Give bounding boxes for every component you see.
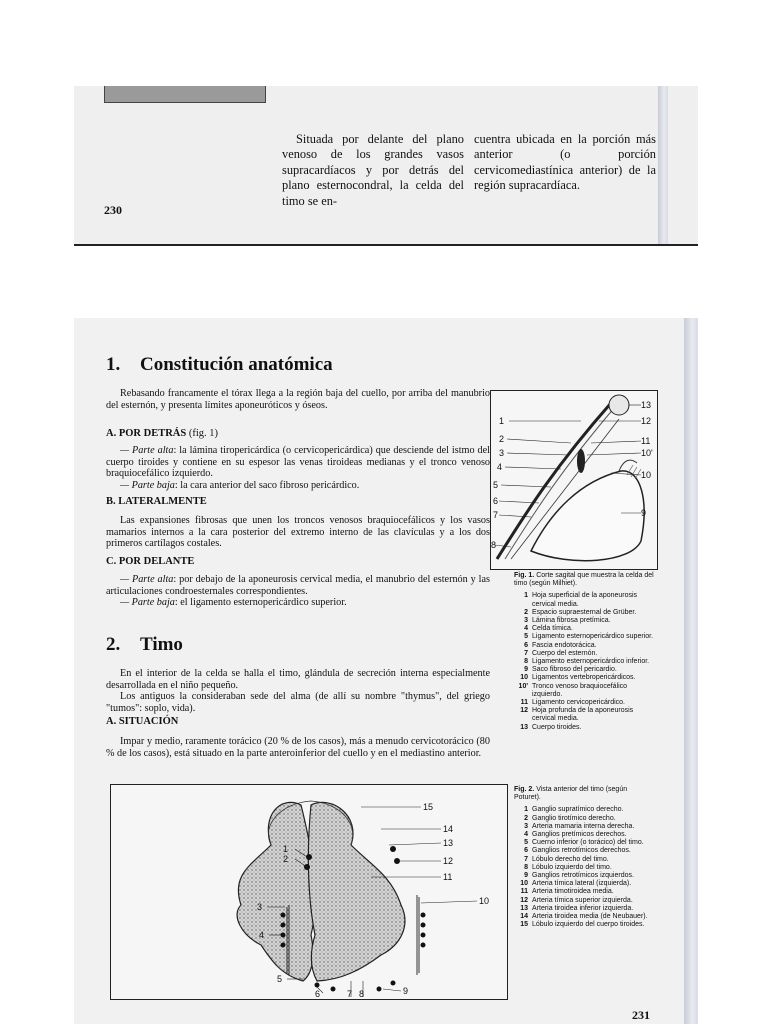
page-number: 230 [104, 203, 122, 217]
subheading-c: C. POR DELANTE [106, 556, 195, 567]
legend-text: Arteria tímica lateral (izquierda). [532, 880, 632, 888]
legend-text: Arteria tímica superior izquierda. [532, 896, 633, 904]
legend-text: Arteria mamaria interna derecha. [532, 822, 635, 830]
legend-item [514, 633, 654, 641]
subheading-text: A. POR DETRÁS [106, 428, 187, 439]
section1-a-text [106, 445, 490, 491]
fig-label: 2 [283, 854, 289, 864]
legend-text: Cuerpo tiroides. [532, 723, 582, 731]
legend-number: 10' [518, 682, 528, 690]
legend-item [514, 921, 654, 929]
legend-number: 6 [524, 847, 528, 855]
legend-item [514, 905, 654, 913]
legend-number: 13 [520, 904, 528, 912]
paragraph: cuentra ubicada en la porción más anterior (o porción cervicomediastínica anterior) de la región supracardíaca. [474, 132, 656, 193]
section-number: 1. [106, 354, 121, 375]
fig-label: 10' [641, 448, 653, 458]
page-gutter [684, 318, 698, 1024]
legend-number: 5 [524, 633, 528, 641]
legend-text: Ganglio supratímico derecho. [532, 806, 624, 814]
legend-item [514, 872, 654, 880]
legend-number: 3 [524, 822, 528, 830]
figure-ref: (fig. 1) [188, 428, 219, 439]
legend-item [514, 683, 654, 699]
legend-item [514, 806, 654, 814]
page-231 [74, 318, 698, 1024]
term-label: — Parte alta [120, 445, 174, 456]
legend-text: Ligamento esternopericárdico superior. [532, 633, 654, 641]
fig-label: 13 [443, 838, 454, 848]
caption-title: Fig. 2. [514, 786, 535, 793]
subheading-b: B. LATERALMENTE [106, 496, 207, 507]
legend-item [514, 650, 654, 658]
section1-c-text [106, 574, 490, 609]
legend-text: Celda tímica. [532, 625, 573, 633]
legend-item [514, 864, 654, 872]
term-text: : la cara anterior del saco fibroso pericárdico. [174, 479, 360, 491]
section1-b-text [106, 515, 490, 550]
figure-2-drawing [111, 785, 507, 999]
legend-text: Ligamentos vertebropericárdicos. [532, 674, 636, 682]
fig-label: 4 [259, 930, 265, 940]
legend-text: Arteria tiroidea media (de Neubauer). [532, 913, 648, 921]
caption-desc: Corte sagital que muestra la celda del timo (según Milhiet). [514, 572, 654, 588]
fig-label: 6 [315, 989, 321, 999]
legend-number: 12 [520, 707, 528, 715]
legend-item [514, 856, 654, 864]
legend-item [514, 625, 654, 633]
figure-1-caption [514, 572, 654, 732]
legend-item [514, 666, 654, 674]
legend-text: Cuerno inferior (o torácico) del timo. [532, 839, 644, 847]
fig-label: 8 [491, 540, 497, 550]
legend-item [514, 592, 654, 608]
legend-number: 14 [520, 913, 528, 921]
legend-number: 4 [524, 625, 528, 633]
legend-item [514, 839, 654, 847]
section-title: Constitución anatómica [140, 354, 333, 375]
fig-label: 12 [641, 416, 652, 426]
section1-intro [106, 388, 490, 411]
fig-label: 7 [347, 989, 353, 999]
legend-number: 2 [524, 814, 528, 822]
text-column-left [282, 132, 464, 209]
legend-number: 10 [520, 674, 528, 682]
term-text: : por debajo de la aponeurosis cervical media, el manubrio del esternón y las articulaciones condroesternales correspondientes. [106, 574, 490, 597]
legend-text: Hoja profunda de la aponeurosis cervical media. [532, 707, 634, 723]
legend-number: 10 [520, 880, 528, 888]
legend-number: 8 [524, 863, 528, 871]
fig-label: 3 [257, 902, 263, 912]
legend-text: Lóbulo izquierdo del cuerpo tiroides. [532, 921, 645, 929]
legend-number: 5 [524, 839, 528, 847]
figure-2-legend [514, 806, 654, 929]
term-text: : el ligamento esternopericárdico superior. [174, 597, 347, 609]
fig-label: 4 [497, 462, 503, 472]
legend-text: Lámina fibrosa pretímica. [532, 617, 611, 625]
legend-item [514, 831, 654, 839]
fig-label: 8 [359, 989, 365, 999]
legend-text: Ganglios retrotímicos derechos. [532, 847, 631, 855]
paragraph: Impar y medio, raramente torácico (20 % de los casos), más a menudo cervicotorácico (80 % de los casos), está situado en la parte anteroinferior del cuello y en el mediastino anterior. [106, 736, 490, 759]
legend-text: Lóbulo derecho del timo. [532, 855, 609, 863]
legend-item [514, 880, 654, 888]
term-text: : la lámina tiropericárdica (o cervicopericárdica) que desciende del istmo del cuerpo tiroides y contiene en su espesor las venas tiroideas medianas y el tronco venoso braquiocefálico izquierdo. [106, 445, 490, 480]
legend-text: Ganglios pretímicos derechos. [532, 831, 627, 839]
text-column-right [474, 132, 656, 194]
legend-text: Ganglio tirotímico derecho. [532, 814, 616, 822]
legend-text: Ligamento esternopericárdico inferior. [532, 658, 650, 666]
paragraph: Los antiguos la consideraban sede del alma (de allí su nombre "thymus", del griego "tumos": soplo, vida). [106, 691, 490, 714]
legend-item [514, 617, 654, 625]
legend-text: Hoja superficial de la aponeurosis cervical media. [532, 592, 638, 608]
legend-number: 6 [524, 641, 528, 649]
legend-number: 7 [524, 855, 528, 863]
legend-text: Lóbulo izquierdo del timo. [532, 863, 612, 871]
legend-item [514, 707, 654, 723]
term-label: — Parte baja [120, 597, 175, 609]
section-heading-2 [106, 634, 183, 656]
legend-number: 1 [524, 806, 528, 814]
figure-2-caption [514, 786, 654, 929]
legend-item [514, 724, 654, 732]
fig-label: 10 [641, 470, 652, 480]
legend-number: 13 [520, 723, 528, 731]
fig-label: 9 [641, 508, 647, 518]
fig-label: 5 [277, 974, 283, 984]
legend-text: Arteria timotiroidea media. [532, 888, 614, 896]
page-230 [74, 86, 698, 246]
fig-label: 13 [641, 400, 652, 410]
legend-text: Saco fibroso del pericardio. [532, 666, 617, 674]
caption-title: Fig. 1. [514, 572, 535, 579]
legend-number: 8 [524, 658, 528, 666]
legend-item [514, 913, 654, 921]
legend-item [514, 609, 654, 617]
term-label: — Parte baja [120, 479, 175, 491]
fig-label: 9 [403, 986, 409, 996]
fig-label: 12 [443, 856, 454, 866]
legend-text: Ganglios retrotímicos izquierdos. [532, 872, 634, 880]
section-number: 2. [106, 634, 121, 655]
fig-label: 6 [493, 496, 499, 506]
page-gutter [658, 86, 668, 246]
grey-header-box [104, 86, 266, 103]
legend-number: 11 [520, 699, 528, 707]
legend-item [514, 823, 654, 831]
section2-text [106, 668, 490, 714]
term-label: — Parte alta [120, 574, 174, 585]
legend-item [514, 642, 654, 650]
legend-item [514, 815, 654, 823]
section2-a-text [106, 736, 490, 759]
legend-number: 7 [524, 649, 528, 657]
legend-item [514, 897, 654, 905]
legend-number: 1 [524, 592, 528, 600]
figure-2 [110, 784, 508, 1000]
fig-label: 11 [443, 872, 453, 882]
legend-item [514, 888, 654, 896]
section-heading-1 [106, 354, 333, 376]
fig-label: 3 [499, 448, 505, 458]
fig-label: 5 [493, 480, 499, 490]
legend-text: Fascia endotorácica. [532, 641, 597, 649]
paragraph: En el interior de la celda se halla el timo, glándula de secreción interna especialmente desarrollada en el niño pequeño. [106, 668, 490, 691]
page-number: 231 [632, 1008, 650, 1022]
fig-label: 11 [641, 436, 651, 446]
fig-label: 14 [443, 824, 454, 834]
figure-1 [490, 390, 658, 570]
legend-item [514, 658, 654, 666]
legend-text: Arteria tiroidea inferior izquierda. [532, 904, 634, 912]
legend-number: 2 [524, 608, 528, 616]
legend-item [514, 674, 654, 682]
paragraph: Las expansiones fibrosas que unen los troncos venosos braquiocefálicos y los vasos mamarios internos a la cara posterior del extremo interno de las clavículas y a los dos primeros cartílagos costales. [106, 515, 490, 550]
legend-number: 9 [524, 666, 528, 674]
caption-desc: Vista anterior del timo (según Poturet). [514, 786, 628, 802]
fig-label: 10 [479, 896, 490, 906]
subheading-a [106, 428, 218, 439]
fig-label: 2 [499, 434, 505, 444]
paragraph: Situada por delante del plano venoso de los grandes vasos supracardíacos y por detrás del plano esternocondral, la celda del timo se en- [282, 132, 464, 208]
figure-1-legend [514, 592, 654, 731]
legend-number: 11 [520, 888, 528, 896]
legend-text: Tronco venoso braquiocefálico izquierdo. [532, 682, 628, 698]
legend-number: 9 [524, 872, 528, 880]
legend-number: 15 [520, 921, 528, 929]
page-bottom-rule [74, 244, 698, 246]
legend-text: Ligamento cervicopericárdico. [532, 699, 625, 707]
legend-text: Espacio supraesternal de Grüber. [532, 608, 637, 616]
paragraph: Rebasando francamente el tórax llega a la región baja del cuello, por arriba del manubrio del esternón, y presenta límites aponeuróticos y óseos. [106, 388, 490, 411]
legend-text: Cuerpo del esternón. [532, 649, 598, 657]
legend-number: 3 [524, 617, 528, 625]
figure-1-drawing [491, 391, 657, 569]
legend-number: 4 [524, 831, 528, 839]
legend-item [514, 699, 654, 707]
subheading-situacion: A. SITUACIÓN [106, 716, 179, 727]
fig-label: 1 [283, 844, 289, 854]
fig-label: 15 [423, 802, 434, 812]
section-title: Timo [140, 634, 183, 655]
legend-item [514, 847, 654, 855]
fig-label: 7 [493, 510, 499, 520]
fig-label: 1 [499, 416, 505, 426]
legend-number: 12 [520, 896, 528, 904]
